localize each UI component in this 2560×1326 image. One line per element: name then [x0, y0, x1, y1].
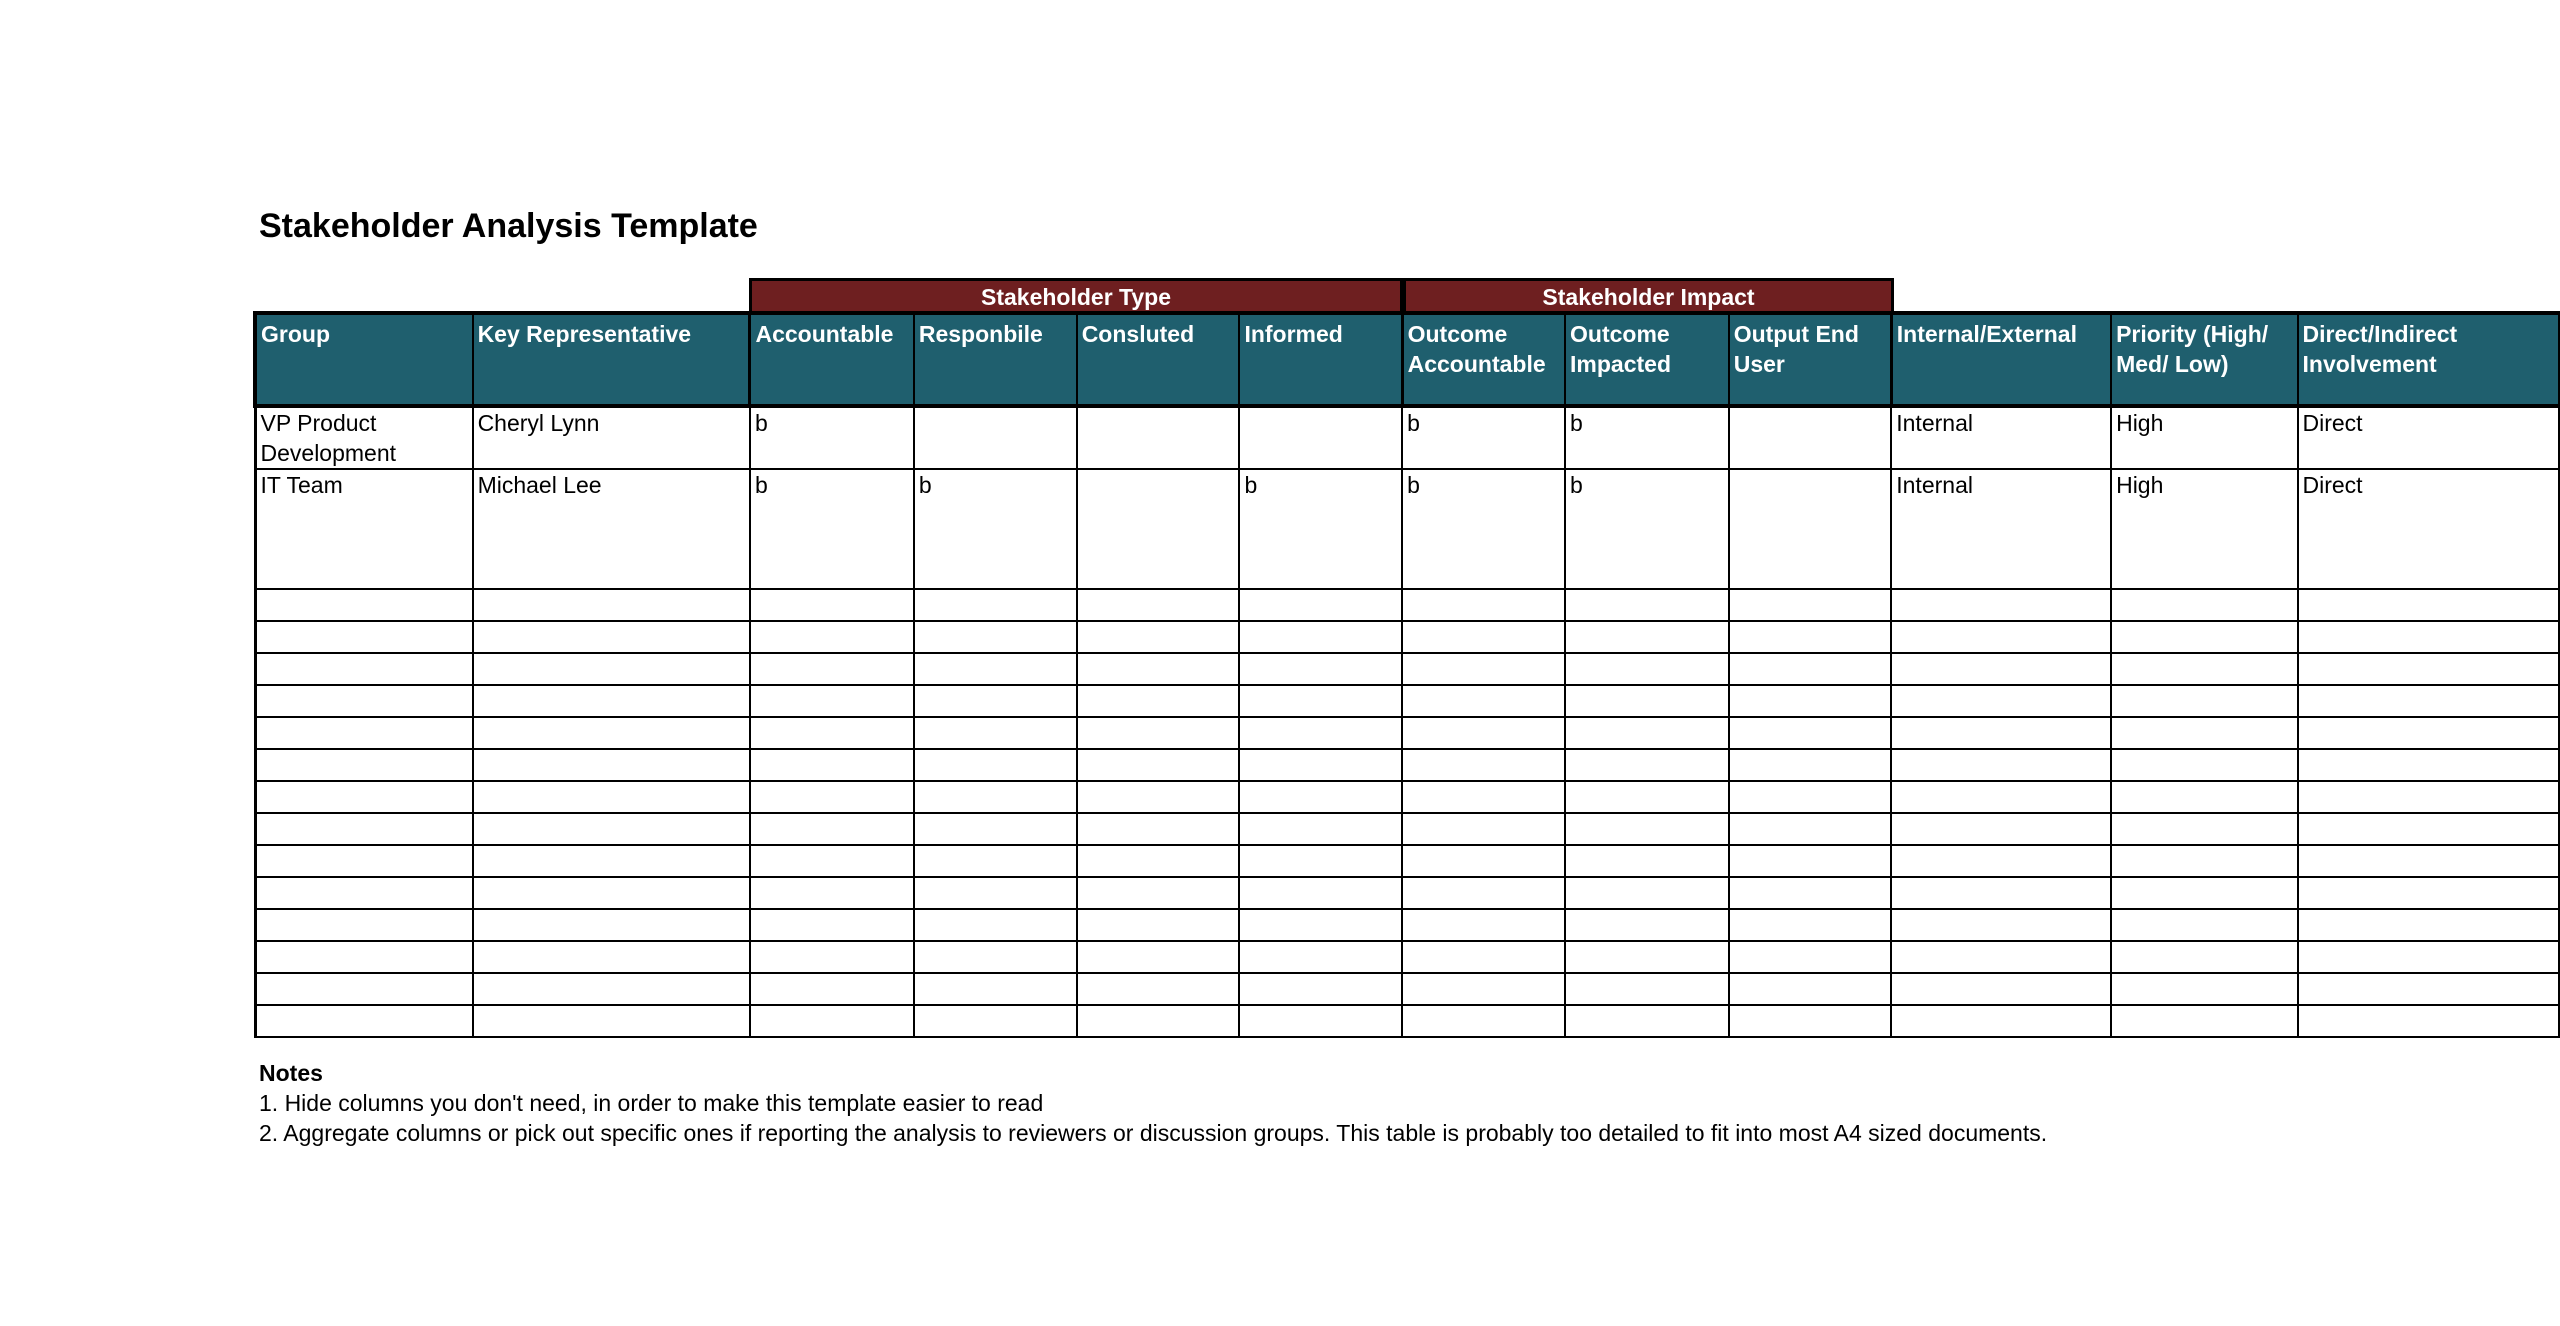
empty-cell[interactable]: [1729, 845, 1892, 877]
empty-cell[interactable]: [750, 717, 914, 749]
empty-cell[interactable]: [1729, 877, 1892, 909]
col-header-responsible: Responbile: [914, 313, 1077, 406]
col-header-group: Group: [255, 313, 473, 406]
empty-cell[interactable]: [1891, 1005, 2111, 1037]
empty-cell[interactable]: [2298, 653, 2560, 685]
empty-table-row: [255, 877, 2559, 909]
empty-cell[interactable]: [1077, 781, 1240, 813]
empty-cell[interactable]: [1402, 941, 1565, 973]
cell-group[interactable]: IT Team: [255, 469, 473, 589]
cell-outcome-impacted[interactable]: b: [1565, 469, 1729, 589]
empty-cell[interactable]: [255, 909, 473, 941]
col-header-output-end-user: Output End User: [1729, 313, 1892, 406]
empty-table-row: [255, 749, 2559, 781]
empty-cell[interactable]: [1565, 909, 1729, 941]
empty-table-row: [255, 813, 2559, 845]
empty-cell[interactable]: [1565, 717, 1729, 749]
empty-cell[interactable]: [1565, 621, 1729, 653]
empty-cell[interactable]: [1729, 781, 1892, 813]
empty-cell[interactable]: [750, 845, 914, 877]
empty-cell[interactable]: [255, 653, 473, 685]
table-row: [255, 469, 2559, 589]
empty-cell[interactable]: [1891, 877, 2111, 909]
empty-cell[interactable]: [1239, 909, 1402, 941]
empty-cell[interactable]: [1077, 717, 1240, 749]
empty-cell[interactable]: [2111, 909, 2297, 941]
empty-cell[interactable]: [2298, 813, 2560, 845]
empty-cell[interactable]: [1239, 749, 1402, 781]
empty-cell[interactable]: [1891, 845, 2111, 877]
cell-direct-indirect[interactable]: Direct: [2298, 406, 2560, 469]
empty-cell[interactable]: [1565, 877, 1729, 909]
empty-cell[interactable]: [750, 877, 914, 909]
empty-cell[interactable]: [750, 653, 914, 685]
empty-cell[interactable]: [2111, 653, 2297, 685]
empty-cell[interactable]: [750, 749, 914, 781]
empty-cell[interactable]: [750, 781, 914, 813]
empty-cell[interactable]: [2111, 621, 2297, 653]
empty-cell[interactable]: [1402, 813, 1565, 845]
cell-consulted[interactable]: [1077, 469, 1240, 589]
cell-outcome-impacted[interactable]: b: [1565, 406, 1729, 469]
empty-cell[interactable]: [2111, 1005, 2297, 1037]
cell-internal-external[interactable]: Internal: [1891, 406, 2111, 469]
empty-cell[interactable]: [1729, 717, 1892, 749]
empty-cell[interactable]: [914, 1005, 1077, 1037]
empty-cell[interactable]: [1565, 685, 1729, 717]
empty-cell[interactable]: [1402, 685, 1565, 717]
empty-cell[interactable]: [1402, 845, 1565, 877]
empty-cell[interactable]: [1077, 685, 1240, 717]
empty-cell[interactable]: [1239, 717, 1402, 749]
empty-cell[interactable]: [473, 685, 750, 717]
empty-cell[interactable]: [1077, 589, 1240, 621]
empty-cell[interactable]: [1239, 973, 1402, 1005]
empty-cell[interactable]: [1402, 973, 1565, 1005]
empty-cell[interactable]: [1565, 813, 1729, 845]
empty-cell[interactable]: [914, 877, 1077, 909]
empty-cell[interactable]: [1565, 941, 1729, 973]
empty-cell[interactable]: [1239, 877, 1402, 909]
notes-heading: Notes: [259, 1060, 323, 1086]
empty-cell[interactable]: [914, 685, 1077, 717]
empty-cell[interactable]: [914, 653, 1077, 685]
header-row: [255, 313, 2559, 406]
empty-cell[interactable]: [473, 877, 750, 909]
empty-cell[interactable]: [1077, 973, 1240, 1005]
col-header-outcome-accountable: Outcome Accountable: [1402, 313, 1565, 406]
empty-cell[interactable]: [914, 621, 1077, 653]
empty-cell[interactable]: [750, 621, 914, 653]
empty-cell[interactable]: [1729, 973, 1892, 1005]
empty-cell[interactable]: [255, 877, 473, 909]
empty-cell[interactable]: [1565, 845, 1729, 877]
empty-cell[interactable]: [255, 1005, 473, 1037]
empty-table-row: [255, 717, 2559, 749]
empty-cell[interactable]: [1077, 941, 1240, 973]
empty-cell[interactable]: [1239, 685, 1402, 717]
cell-accountable[interactable]: b: [750, 469, 914, 589]
empty-cell[interactable]: [1891, 621, 2111, 653]
empty-cell[interactable]: [1402, 589, 1565, 621]
col-header-key-representative: Key Representative: [473, 313, 750, 406]
empty-cell[interactable]: [1565, 749, 1729, 781]
empty-cell[interactable]: [1402, 653, 1565, 685]
empty-cell[interactable]: [1565, 653, 1729, 685]
empty-cell[interactable]: [1239, 813, 1402, 845]
empty-cell[interactable]: [1565, 973, 1729, 1005]
empty-cell[interactable]: [1077, 621, 1240, 653]
empty-cell[interactable]: [914, 941, 1077, 973]
empty-cell[interactable]: [1077, 749, 1240, 781]
empty-cell[interactable]: [473, 717, 750, 749]
empty-cell[interactable]: [1239, 781, 1402, 813]
notes-section: [259, 1058, 2047, 1148]
empty-cell[interactable]: [2298, 973, 2560, 1005]
empty-cell[interactable]: [255, 621, 473, 653]
empty-cell[interactable]: [473, 973, 750, 1005]
empty-cell[interactable]: [255, 589, 473, 621]
empty-cell[interactable]: [1891, 909, 2111, 941]
empty-cell[interactable]: [750, 1005, 914, 1037]
empty-cell[interactable]: [2111, 589, 2297, 621]
empty-cell[interactable]: [2111, 717, 2297, 749]
empty-cell[interactable]: [2298, 749, 2560, 781]
empty-cell[interactable]: [255, 685, 473, 717]
empty-cell[interactable]: [1239, 653, 1402, 685]
empty-cell[interactable]: [473, 621, 750, 653]
empty-cell[interactable]: [1402, 909, 1565, 941]
empty-cell[interactable]: [1729, 941, 1892, 973]
empty-cell[interactable]: [255, 813, 473, 845]
cell-accountable[interactable]: b: [750, 406, 914, 469]
empty-table-row: [255, 621, 2559, 653]
group-header-stakeholder-type: Stakeholder Type: [749, 278, 1403, 311]
col-header-consulted: Consluted: [1077, 313, 1240, 406]
empty-cell[interactable]: [473, 845, 750, 877]
empty-cell[interactable]: [1402, 621, 1565, 653]
empty-cell[interactable]: [1239, 845, 1402, 877]
empty-cell[interactable]: [2111, 749, 2297, 781]
empty-cell[interactable]: [1239, 1005, 1402, 1037]
empty-cell[interactable]: [1402, 749, 1565, 781]
empty-cell[interactable]: [255, 749, 473, 781]
empty-table-row: [255, 973, 2559, 1005]
cell-informed[interactable]: [1239, 406, 1402, 469]
cell-key-representative[interactable]: Cheryl Lynn: [473, 406, 750, 469]
empty-cell[interactable]: [2111, 781, 2297, 813]
empty-cell[interactable]: [750, 909, 914, 941]
cell-direct-indirect[interactable]: Direct: [2298, 469, 2560, 589]
empty-cell[interactable]: [473, 813, 750, 845]
empty-table-row: [255, 685, 2559, 717]
empty-cell[interactable]: [255, 781, 473, 813]
empty-cell[interactable]: [2298, 717, 2560, 749]
empty-cell[interactable]: [1891, 653, 2111, 685]
empty-cell[interactable]: [1729, 909, 1892, 941]
empty-cell[interactable]: [1729, 749, 1892, 781]
empty-cell[interactable]: [750, 685, 914, 717]
empty-cell[interactable]: [750, 589, 914, 621]
empty-table-row: [255, 589, 2559, 621]
empty-cell[interactable]: [750, 941, 914, 973]
empty-table-row: [255, 1005, 2559, 1037]
empty-cell[interactable]: [914, 973, 1077, 1005]
empty-cell[interactable]: [914, 845, 1077, 877]
empty-cell[interactable]: [2298, 589, 2560, 621]
note-item: 2. Aggregate columns or pick out specific ones if reporting the analysis to reviewers or discussion groups. This table is probably too detailed to fit into most A4 sized documents.: [259, 1120, 2048, 1146]
col-header-priority: Priority (High/ Med/ Low): [2111, 313, 2297, 406]
empty-cell[interactable]: [255, 941, 473, 973]
cell-outcome-accountable[interactable]: b: [1402, 469, 1565, 589]
empty-cell[interactable]: [2111, 973, 2297, 1005]
table-row: [255, 406, 2559, 469]
empty-cell[interactable]: [914, 717, 1077, 749]
empty-cell[interactable]: [1239, 589, 1402, 621]
empty-cell[interactable]: [1729, 653, 1892, 685]
empty-cell[interactable]: [1402, 781, 1565, 813]
cell-priority[interactable]: High: [2111, 406, 2297, 469]
empty-cell[interactable]: [1891, 749, 2111, 781]
empty-cell[interactable]: [2111, 813, 2297, 845]
empty-cell[interactable]: [473, 1005, 750, 1037]
cell-key-representative[interactable]: Michael Lee: [473, 469, 750, 589]
empty-cell[interactable]: [2298, 781, 2560, 813]
empty-cell[interactable]: [2298, 941, 2560, 973]
cell-internal-external[interactable]: Internal: [1891, 469, 2111, 589]
empty-cell[interactable]: [1565, 781, 1729, 813]
empty-cell[interactable]: [2298, 877, 2560, 909]
empty-cell[interactable]: [255, 845, 473, 877]
empty-cell[interactable]: [1891, 941, 2111, 973]
empty-cell[interactable]: [1239, 621, 1402, 653]
empty-cell[interactable]: [1729, 1005, 1892, 1037]
empty-cell[interactable]: [1891, 781, 2111, 813]
empty-cell[interactable]: [2298, 1005, 2560, 1037]
empty-cell[interactable]: [1077, 1005, 1240, 1037]
empty-cell[interactable]: [2111, 685, 2297, 717]
empty-cell[interactable]: [1402, 717, 1565, 749]
empty-cell[interactable]: [1729, 685, 1892, 717]
empty-cell[interactable]: [1565, 589, 1729, 621]
empty-cell[interactable]: [1239, 941, 1402, 973]
empty-cell[interactable]: [2111, 877, 2297, 909]
group-header-stakeholder-impact: Stakeholder Impact: [1403, 278, 1894, 311]
empty-cell[interactable]: [1077, 877, 1240, 909]
empty-cell[interactable]: [473, 941, 750, 973]
cell-output-end-user[interactable]: [1729, 406, 1892, 469]
col-header-accountable: Accountable: [750, 313, 914, 406]
empty-cell[interactable]: [1077, 845, 1240, 877]
empty-cell[interactable]: [914, 749, 1077, 781]
empty-cell[interactable]: [1891, 813, 2111, 845]
empty-cell[interactable]: [473, 909, 750, 941]
empty-cell[interactable]: [750, 813, 914, 845]
empty-cell[interactable]: [473, 749, 750, 781]
empty-cell[interactable]: [1565, 1005, 1729, 1037]
col-header-outcome-impacted: Outcome Impacted: [1565, 313, 1729, 406]
empty-cell[interactable]: [914, 813, 1077, 845]
col-header-direct-indirect: Direct/Indirect Involvement: [2298, 313, 2560, 406]
empty-cell[interactable]: [473, 781, 750, 813]
empty-table-row: [255, 909, 2559, 941]
empty-cell[interactable]: [473, 653, 750, 685]
empty-cell[interactable]: [1077, 813, 1240, 845]
empty-cell[interactable]: [1402, 1005, 1565, 1037]
empty-cell[interactable]: [1402, 877, 1565, 909]
empty-cell[interactable]: [1891, 717, 2111, 749]
col-header-informed: Informed: [1239, 313, 1402, 406]
empty-cell[interactable]: [1729, 589, 1892, 621]
col-header-internal-external: Internal/External: [1891, 313, 2111, 406]
empty-cell[interactable]: [255, 717, 473, 749]
empty-cell[interactable]: [2298, 845, 2560, 877]
cell-group[interactable]: VP Product Development: [255, 406, 473, 469]
empty-cell[interactable]: [1077, 909, 1240, 941]
stakeholder-table: [253, 311, 2560, 1038]
empty-table-row: [255, 781, 2559, 813]
empty-cell[interactable]: [1729, 621, 1892, 653]
empty-cell[interactable]: [914, 589, 1077, 621]
cell-informed[interactable]: b: [1239, 469, 1402, 589]
empty-table-row: [255, 845, 2559, 877]
empty-cell[interactable]: [1891, 589, 2111, 621]
empty-table-row: [255, 653, 2559, 685]
empty-cell[interactable]: [1891, 973, 2111, 1005]
empty-cell[interactable]: [473, 589, 750, 621]
cell-priority[interactable]: High: [2111, 469, 2297, 589]
empty-cell[interactable]: [2111, 941, 2297, 973]
empty-cell[interactable]: [2298, 621, 2560, 653]
empty-cell[interactable]: [1891, 685, 2111, 717]
note-item: 1. Hide columns you don't need, in order to make this template easier to read: [259, 1090, 1044, 1116]
empty-cell[interactable]: [750, 973, 914, 1005]
cell-responsible[interactable]: b: [914, 469, 1077, 589]
cell-responsible[interactable]: [914, 406, 1077, 469]
empty-cell[interactable]: [2298, 685, 2560, 717]
empty-cell[interactable]: [1077, 653, 1240, 685]
empty-cell[interactable]: [914, 781, 1077, 813]
empty-cell[interactable]: [2111, 845, 2297, 877]
empty-table-row: [255, 941, 2559, 973]
cell-output-end-user[interactable]: [1729, 469, 1892, 589]
empty-cell[interactable]: [914, 909, 1077, 941]
empty-cell[interactable]: [2298, 909, 2560, 941]
cell-consulted[interactable]: [1077, 406, 1240, 469]
page-title: Stakeholder Analysis Template: [259, 207, 758, 245]
cell-outcome-accountable[interactable]: b: [1402, 406, 1565, 469]
empty-cell[interactable]: [255, 973, 473, 1005]
empty-cell[interactable]: [1729, 813, 1892, 845]
